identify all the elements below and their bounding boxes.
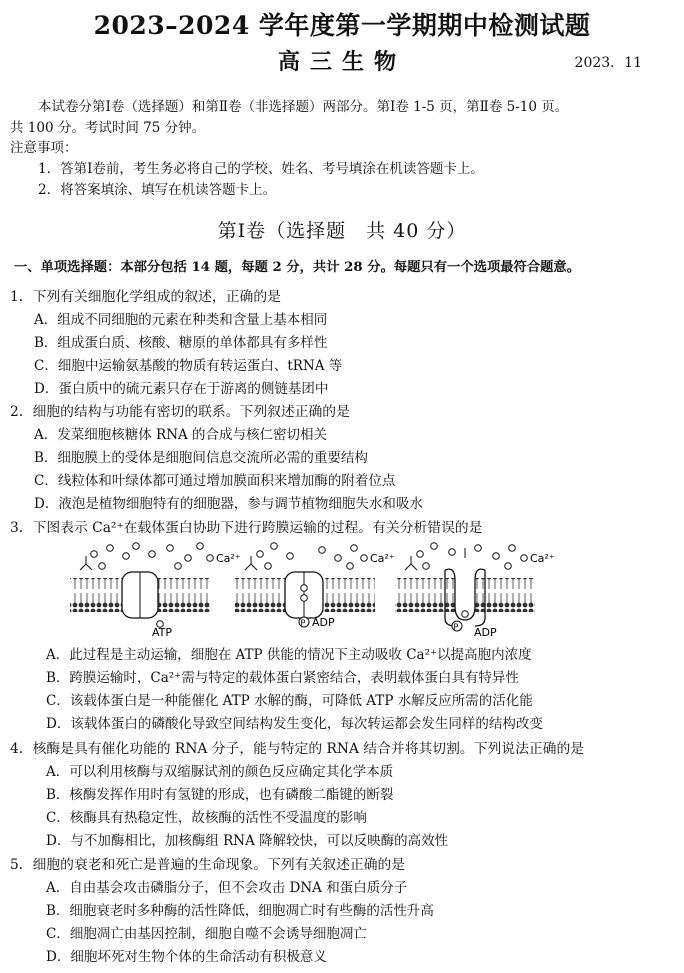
subject-title: 高三生物	[277, 49, 406, 75]
question-1-stem: 1．下列有关细胞化学组成的叙述，正确的是	[10, 289, 281, 305]
panel-2	[235, 543, 395, 629]
question-5-option-d: D．细胞坏死对生物个体的生命活动有积极意义	[46, 949, 327, 965]
label-ca-2: Ca²⁺	[370, 552, 395, 565]
question-3-option-d: D．该载体蛋白的磷酸化导致空间结构发生变化，每次转运都会发生同样的结构改变	[46, 716, 543, 732]
question-2-option-d: D．液泡是植物细胞特有的细胞器，参与调节植物细胞失水和吸水	[34, 496, 423, 512]
question-3-option-c: C．该载体蛋白是一种能催化 ATP 水解的酶，可降低 ATP 水解反应所需的活化能	[46, 693, 533, 709]
label-adp-2: ADP	[474, 626, 497, 639]
question-3-option-b: B．跨膜运输时，Ca²⁺需与特定的载体蛋白紧密结合，表明载体蛋白具有特异性	[46, 670, 519, 686]
question-1-option-d: D．蛋白质中的硫元素只存在于游离的侧链基团中	[34, 381, 329, 397]
exam-date: 2023．11	[574, 55, 642, 71]
question-4-option-c: C．核酶具有热稳定性，故核酶的活性不受温度的影响	[46, 810, 367, 826]
panel-1	[70, 543, 241, 639]
notice-label: 注意事项：	[10, 140, 78, 156]
intro-line-2: 共 100 分。考试时间 75 分钟。	[10, 120, 206, 136]
question-4-stem: 4．核酶是具有催化功能的 RNA 分子，能与特定的 RNA 结合并将其切割。下列说法正确的是	[10, 741, 585, 757]
question-5-option-a: A．自由基会攻击磷脂分子，但不会攻击 DNA 和蛋白质分子	[46, 880, 408, 896]
question-1-option-b: B．组成蛋白质、核酸、糖原的单体都具有多样性	[34, 335, 328, 351]
exam-title: 2023–2024 学年度第一学期期中检测试题	[93, 11, 591, 40]
question-4-option-d: D．与不加酶相比，加核酶组 RNA 降解较快，可以反映酶的高效性	[46, 833, 449, 849]
question-5-option-b: B．细胞衰老时多种酶的活性降低，细胞凋亡时有些酶的活性升高	[46, 903, 434, 919]
section-title: 第Ⅰ卷（选择题 共 40 分）	[217, 220, 467, 242]
question-1-option-a: A．组成不同细胞的元素在种类和含量上基本相同	[34, 312, 328, 328]
question-2-option-c: C．线粒体和叶绿体都可通过增加膜面积来增加酶的附着位点	[34, 473, 396, 489]
label-atp: ATP	[152, 626, 173, 639]
label-p-2: P	[453, 622, 459, 632]
label-ca-1: Ca²⁺	[216, 552, 241, 565]
question-4-option-a: A．可以利用核酶与双缩脲试剂的颜色反应确定其化学本质	[46, 764, 394, 780]
intro-line-1: 本试卷分第Ⅰ卷（选择题）和第Ⅱ卷（非选择题）两部分。第Ⅰ卷 1-5 页，第Ⅱ卷 5-10 页。	[38, 99, 569, 115]
label-ca-3: Ca²⁺	[530, 552, 555, 565]
question-4-option-b: B．核酶发挥作用时有氢键的形成，也有磷酸二酯键的断裂	[46, 787, 394, 803]
calcium-transport-figure	[60, 540, 620, 640]
question-2-option-a: A．发菜细胞核糖体 RNA 的合成与核仁密切相关	[34, 427, 328, 443]
notice-1: 1．答第Ⅰ卷前，考生务必将自己的学校、姓名、考号填涂在机读答题卡上。	[38, 161, 484, 177]
section-instruction: 一、单项选择题：本部分包括 14 题，每题 2 分，共计 28 分。每题只有一个选项最符合题意。	[14, 260, 581, 275]
question-5-option-c: C．细胞凋亡由基因控制，细胞自噬不会诱导细胞凋亡	[46, 926, 367, 942]
notice-2: 2．将答案填涂、填写在机读答题卡上。	[38, 182, 277, 198]
question-2-option-b: B．细胞膜上的受体是细胞间信息交流所必需的重要结构	[34, 450, 368, 466]
panel-3	[395, 543, 555, 639]
label-adp-1: ADP	[312, 616, 335, 629]
label-p-1: P	[300, 618, 306, 628]
question-3-option-a: A．此过程是主动运输，细胞在 ATP 供能的情况下主动吸收 Ca²⁺以提高胞内浓度	[46, 647, 532, 663]
question-3-stem: 3．下图表示 Ca²⁺在载体蛋白协助下进行跨膜运输的过程。有关分析错误的是	[10, 520, 483, 536]
question-5-stem: 5．细胞的衰老和死亡是普遍的生命现象。下列有关叙述正确的是	[10, 857, 406, 873]
question-2-stem: 2．细胞的结构与功能有密切的联系。下列叙述正确的是	[10, 404, 350, 420]
question-1-option-c: C．细胞中运输氨基酸的物质有转运蛋白、tRNA 等	[34, 358, 343, 374]
